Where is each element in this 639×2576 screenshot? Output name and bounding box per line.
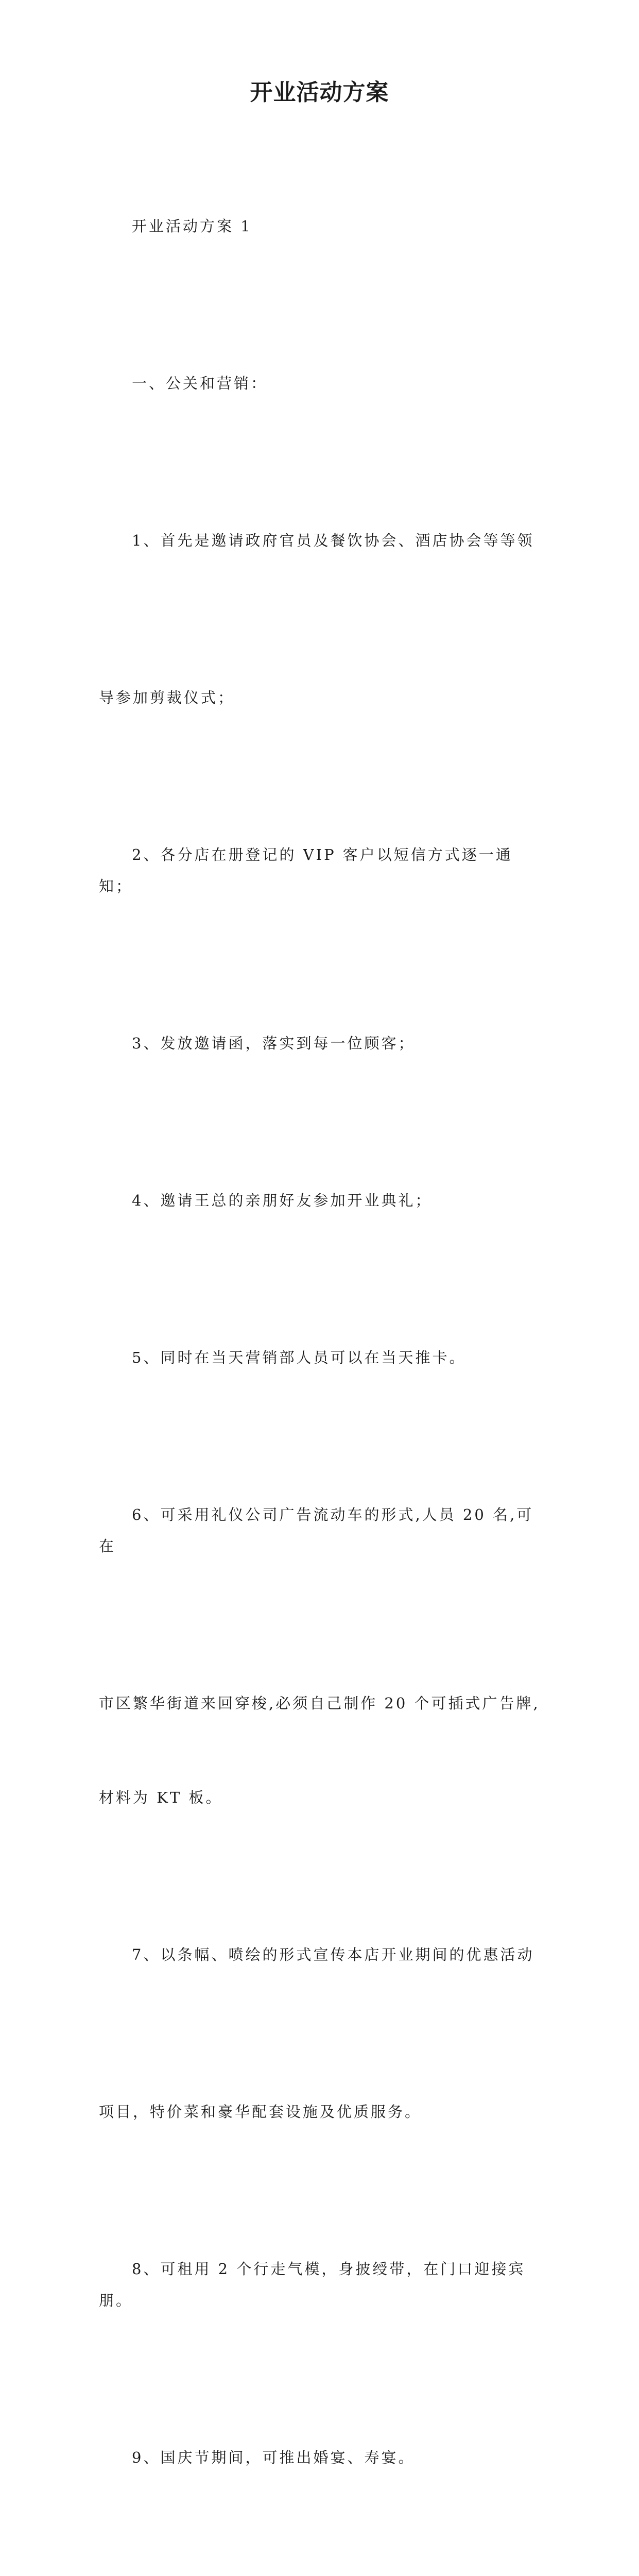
text-line: 项目，特价菜和豪华配套设施及优质服务。 [99,2103,422,2121]
list-item [99,1436,545,1625]
text-line: 材料为 KT 板。 [99,1789,223,1806]
list-item [99,2379,545,2536]
list-item-continuation [99,1625,545,1876]
list-item [99,1122,545,1279]
list-item-continuation [99,619,545,776]
list-item [99,776,545,965]
document-title: 开业活动方案 [250,79,389,106]
text-line: 8、可租用 2 个行走气模，身披绶带，在门口迎接宾朋。 [99,2260,526,2309]
text-line: 一、公关和营销： [132,375,268,392]
text-line: 开业活动方案 1 [132,217,252,235]
list-item [99,1876,545,2033]
text-line: 7、以条幅、喷绘的形式宣传本店开业期间的优惠活动 [132,1946,534,1963]
list-item [99,1279,545,1436]
text-line: 2、各分店在册登记的 VIP 客户以短信方式逐一通知； [99,846,513,895]
list-item [99,2191,545,2379]
list-item [99,462,545,619]
list-item-continuation [99,2033,545,2191]
list-item [99,2536,545,2576]
text-line: 9、国庆节期间，可推出婚宴、寿宴。 [132,2449,416,2466]
list-item [99,965,545,1122]
text-line: 市区繁华街道来回穿梭,必须自己制作 20 个可插式广告牌, [99,1694,540,1712]
text-line: 3、发放邀请函，落实到每一位顾客； [132,1035,416,1052]
text-line: 6、可采用礼仪公司广告流动车的形式,人员 20 名,可在 [99,1506,534,1555]
section-heading [99,305,545,462]
paragraph [99,148,545,305]
text-line: 1、首先是邀请政府官员及餐饮协会、酒店协会等等领 [132,532,534,549]
document-body [99,148,545,2576]
text-line: 导参加剪裁仪式； [99,689,235,706]
text-line: 4、邀请王总的亲朋好友参加开业典礼； [132,1192,433,1209]
text-line: 5、同时在当天营销部人员可以在当天推卡。 [132,1349,467,1366]
